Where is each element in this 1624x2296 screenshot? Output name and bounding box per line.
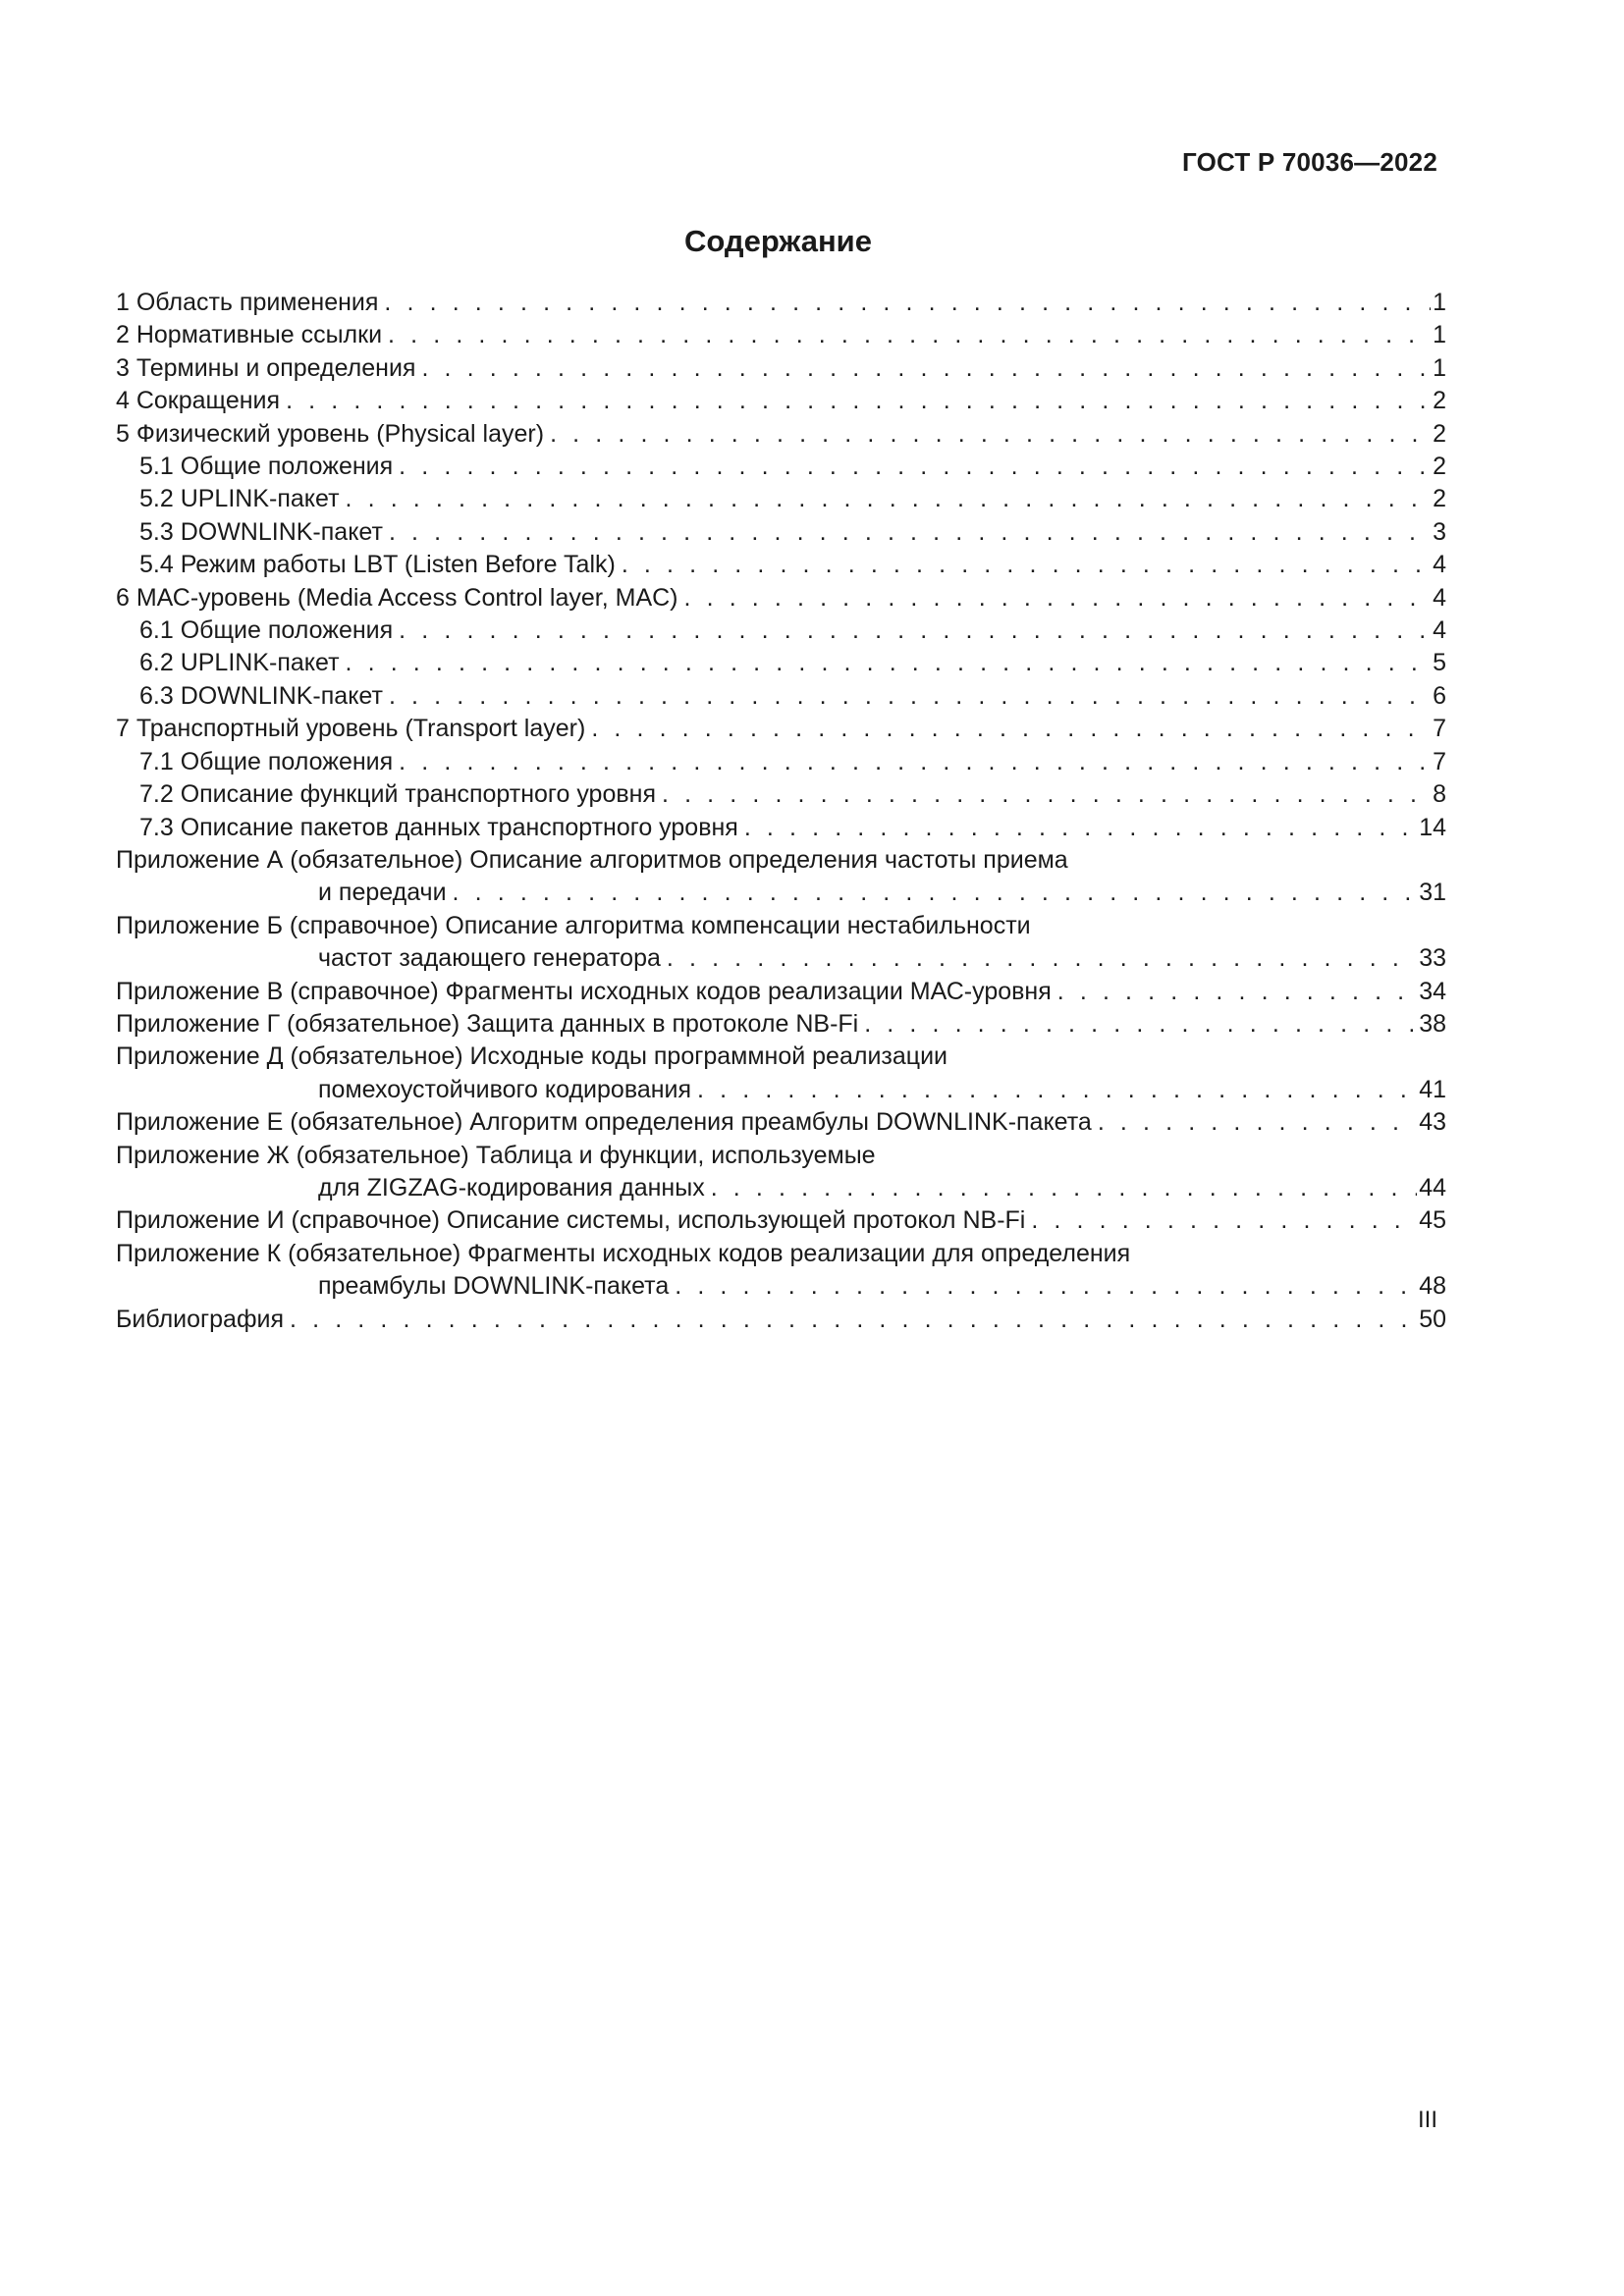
document-code: ГОСТ Р 70036—2022 [1182,147,1437,177]
toc-entry-title: помехоустойчивого кодирования [318,1075,692,1103]
table-of-contents [116,287,1446,1336]
toc-entry [116,582,1446,614]
toc-entry [116,1041,1446,1073]
toc-entry-title: Приложение Е (обязательное) Алгоритм определения преамбулы DOWNLINK-пакета [116,1108,1092,1137]
toc-entry-page: 2 [1433,419,1446,448]
toc-entry-title: 5 Физический уровень (Physical layer) [116,419,545,448]
toc-leader-dots [667,942,1417,975]
toc-entry [116,1238,1446,1270]
toc-entry-title: Библиография [116,1305,285,1333]
toc-entry [116,287,1446,319]
toc-entry-title: 6.1 Общие положения [139,616,394,645]
toc-leader-dots [290,1304,1417,1336]
toc-leader-dots [399,746,1431,778]
toc-entry [116,1270,1446,1303]
toc-entry-title: 6 МАС-уровень (Media Access Control layer, MAC) [116,583,678,612]
toc-entry-title: и передачи [318,879,447,907]
toc-entry [116,1140,1446,1172]
toc-entry-title: 4 Сокращения [116,387,281,415]
toc-entry-page: 3 [1433,517,1446,546]
toc-leader-dots [864,1008,1417,1041]
toc-entry-page: 1 [1433,289,1446,316]
toc-entry-title: преамбулы DOWNLINK-пакета [318,1272,670,1301]
toc-leader-dots [453,877,1418,909]
toc-entry [116,418,1446,451]
toc-entry-page: 2 [1433,485,1446,513]
toc-entry-page: 8 [1433,780,1446,809]
toc-entry-page: 1 [1433,353,1446,382]
toc-entry-page: 14 [1419,813,1446,841]
toc-leader-dots [744,812,1417,844]
toc-entry-page: 5 [1433,649,1446,677]
toc-entry-page: 43 [1419,1108,1446,1137]
toc-leader-dots [421,352,1431,385]
toc-entry-title: 7.2 Описание функций транспортного уровня [139,780,656,809]
toc-leader-dots [622,549,1431,581]
toc-entry [116,385,1446,417]
toc-leader-dots [1057,976,1417,1008]
toc-leader-dots [697,1074,1417,1106]
toc-entry-title: 5.1 Общие положения [139,453,394,481]
toc-entry-title: 5.2 UPLINK-пакет [139,485,340,513]
toc-entry [116,1204,1446,1237]
toc-entry-title: Приложение Д (обязательное) Исходные коды программной реализации [116,1042,948,1071]
toc-entry [116,1172,1446,1204]
toc-entry-title: Приложение Ж (обязательное) Таблица и функции, используемые [116,1141,876,1169]
toc-entry-page: 7 [1433,715,1446,743]
toc-leader-dots [399,614,1431,647]
toc-leader-dots [384,287,1431,319]
toc-entry [116,614,1446,647]
toc-entry-page: 4 [1433,616,1446,645]
toc-entry-page: 31 [1419,879,1446,907]
toc-entry-page: 4 [1433,583,1446,612]
toc-leader-dots [389,516,1431,549]
toc-entry-page: 7 [1433,747,1446,775]
toc-entry-page: 50 [1419,1305,1446,1333]
toc-entry [116,1074,1446,1106]
toc-entry [116,942,1446,975]
toc-entry [116,319,1446,351]
toc-entry [116,1106,1446,1139]
toc-entry-page: 34 [1419,977,1446,1005]
toc-entry-title: 1 Область применения [116,289,379,316]
toc-entry [116,483,1446,515]
page-number: III [1417,2107,1437,2133]
toc-leader-dots [684,582,1432,614]
toc-leader-dots [399,451,1431,483]
toc-leader-dots [711,1172,1417,1204]
toc-leader-dots [388,319,1431,351]
toc-entry-title: Приложение Б (справочное) Описание алгоритма компенсации нестабильности [116,911,1031,939]
toc-entry-title: 5.3 DOWNLINK-пакет [139,517,383,546]
toc-entry [116,844,1446,877]
toc-leader-dots [675,1270,1417,1303]
toc-entry-title: 7.3 Описание пакетов данных транспортного уровня [139,813,738,841]
toc-leader-dots [1031,1204,1417,1237]
toc-leader-dots [591,713,1431,745]
toc-entry [116,647,1446,679]
toc-entry-page: 48 [1419,1272,1446,1301]
toc-entry-title: 5.4 Режим работы LBT (Listen Before Talk) [139,551,616,579]
toc-entry-title: Приложение И (справочное) Описание системы, использующей протокол NB-Fi [116,1206,1026,1235]
toc-leader-dots [389,680,1431,713]
toc-entry-title: 6.2 UPLINK-пакет [139,649,340,677]
toc-entry-page: 44 [1419,1173,1446,1201]
toc-entry [116,713,1446,745]
toc-entry-page: 38 [1419,1009,1446,1038]
toc-entry-page: 41 [1419,1075,1446,1103]
toc-entry [116,1008,1446,1041]
toc-entry [116,778,1446,811]
toc-entry-page: 1 [1433,321,1446,349]
toc-entry-page: 45 [1419,1206,1446,1235]
toc-entry-title: 7.1 Общие положения [139,747,394,775]
toc-entry [116,746,1446,778]
toc-entry-page: 2 [1433,387,1446,415]
toc-entry-title: 3 Термины и определения [116,353,416,382]
toc-entry-title: 6.3 DOWNLINK-пакет [139,681,383,710]
toc-entry-page: 4 [1433,551,1446,579]
toc-leader-dots [286,385,1431,417]
toc-entry-title: 7 Транспортный уровень (Transport layer) [116,715,586,743]
toc-entry-title: для ZIGZAG-кодирования данных [318,1173,705,1201]
toc-entry-title: Приложение Г (обязательное) Защита данных в протоколе NB-Fi [116,1009,859,1038]
toc-entry-title: частот задающего генератора [318,944,661,973]
toc-entry [116,910,1446,942]
toc-entry-page: 6 [1433,681,1446,710]
toc-entry [116,877,1446,909]
toc-entry-title: Приложение А (обязательное) Описание алгоритмов определения частоты приема [116,845,1068,874]
toc-entry-page: 33 [1419,944,1446,973]
toc-entry-page: 2 [1433,453,1446,481]
toc-leader-dots [346,647,1432,679]
toc-entry [116,451,1446,483]
toc-entry [116,812,1446,844]
toc-entry [116,976,1446,1008]
toc-entry-title: Приложение В (справочное) Фрагменты исходных кодов реализации МАС-уровня [116,977,1052,1005]
toc-entry [116,516,1446,549]
toc-entry [116,352,1446,385]
toc-leader-dots [1098,1106,1417,1139]
toc-entry [116,549,1446,581]
toc-entry [116,1304,1446,1336]
toc-leader-dots [662,778,1431,811]
toc-leader-dots [346,483,1432,515]
toc-title: Содержание [684,224,872,258]
toc-entry [116,680,1446,713]
toc-entry-title: 2 Нормативные ссылки [116,321,383,349]
toc-entry-title: Приложение К (обязательное) Фрагменты исходных кодов реализации для определения [116,1239,1131,1267]
toc-leader-dots [550,418,1431,451]
